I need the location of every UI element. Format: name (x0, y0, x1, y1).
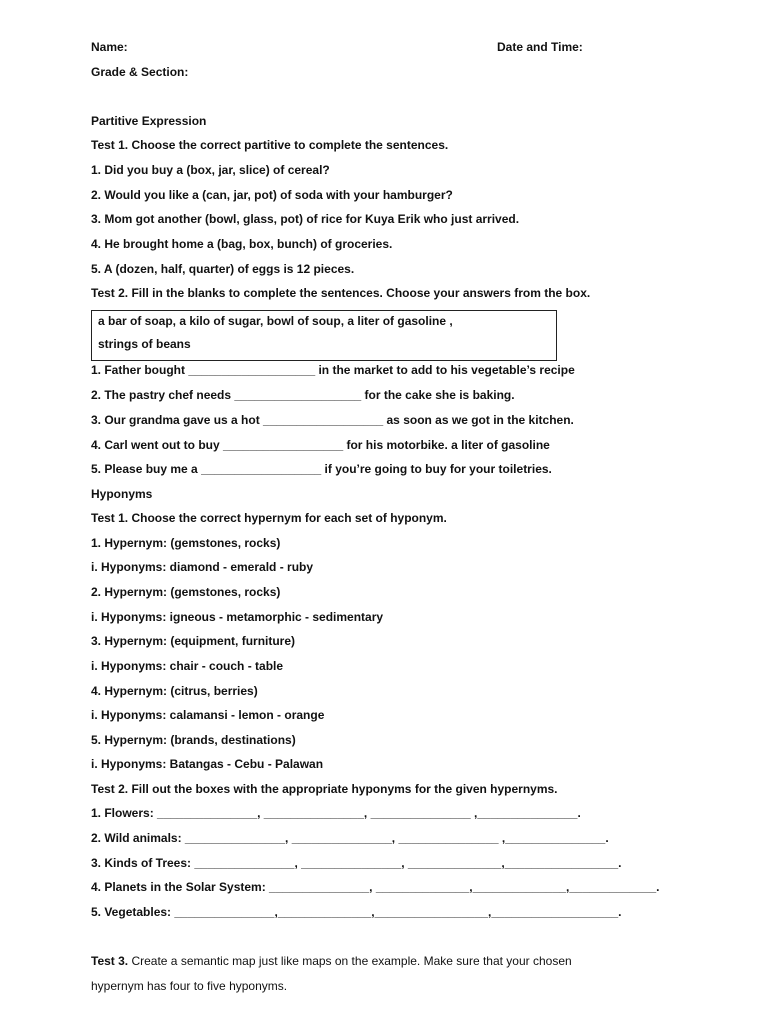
hyponyms-test2-item: 2. Wild animals: _______________, _______________, _______________ ,_______________. (91, 831, 609, 845)
hyponyms-section-title: Hyponyms (91, 487, 153, 501)
hyponyms-test1-item: 3. Hypernym: (equipment, furniture) (91, 634, 296, 648)
hyponyms-test1-instruction: Test 1. Choose the correct hypernym for each set of hyponym. (91, 511, 447, 525)
partitive-test1-item: 1. Did you buy a (box, jar, slice) of cereal? (91, 163, 330, 177)
partitive-test1-item: 4. He brought home a (bag, box, bunch) of groceries. (91, 237, 393, 251)
hyponyms-test1-item: i. Hyponyms: igneous - metamorphic - sedimentary (91, 610, 384, 624)
hyponyms-test3-instruction-continued: hypernym has four to five hyponyms. (91, 979, 288, 993)
hyponyms-test1-item: 2. Hypernym: (gemstones, rocks) (91, 585, 281, 599)
partitive-test2-instruction: Test 2. Fill in the blanks to complete the sentences. Choose your answers from the box. (91, 286, 591, 300)
hyponyms-test2-instruction: Test 2. Fill out the boxes with the appropriate hyponyms for the given hypernyms. (91, 782, 558, 796)
grade-section-label: Grade & Section: (91, 65, 189, 79)
partitive-test2-item: 3. Our grandma gave us a hot __________________ as soon as we got in the kitchen. (91, 413, 574, 427)
hyponyms-test1-item: i. Hyponyms: diamond - emerald - ruby (91, 560, 314, 574)
answer-choices-box (91, 310, 557, 361)
hyponyms-test1-item: i. Hyponyms: Batangas - Cebu - Palawan (91, 757, 324, 771)
partitive-test1-instruction: Test 1. Choose the correct partitive to complete the sentences. (91, 138, 449, 152)
answer-choices-line: a bar of soap, a kilo of sugar, bowl of soup, a liter of gasoline , (98, 314, 453, 328)
name-label: Name: (91, 40, 128, 54)
hyponyms-test2-item: 3. Kinds of Trees: _______________, _______________, ______________,_________________. (91, 856, 622, 870)
partitive-test1-item: 5. A (dozen, half, quarter) of eggs is 12 pieces. (91, 262, 355, 276)
hyponyms-test2-item: 5. Vegetables: _______________,______________,_________________,___________________. (91, 905, 622, 919)
hyponyms-test3-instruction (91, 954, 572, 968)
partitive-test1-item: 3. Mom got another (bowl, glass, pot) of rice for Kuya Erik who just arrived. (91, 212, 520, 226)
hyponyms-test3-label: Test 3. (91, 954, 129, 968)
partitive-test2-item: 5. Please buy me a __________________ if you’re going to buy for your toiletries. (91, 462, 552, 476)
hyponyms-test3-text: Create a semantic map just like maps on the example. Make sure that your chosen (128, 954, 572, 968)
partitive-test2-item: 1. Father bought ___________________ in the market to add to his vegetable’s recipe (91, 363, 575, 377)
hyponyms-test1-item: 5. Hypernym: (brands, destinations) (91, 733, 296, 747)
hyponyms-test1-item: 4. Hypernym: (citrus, berries) (91, 684, 258, 698)
hyponyms-test2-item: 1. Flowers: _______________, _______________, _______________ ,_______________. (91, 806, 581, 820)
partitive-test2-item: 4. Carl went out to buy __________________ for his motorbike. a liter of gasoline (91, 438, 550, 452)
hyponyms-test1-item: i. Hyponyms: chair - couch - table (91, 659, 284, 673)
partitive-test2-item: 2. The pastry chef needs ___________________ for the cake she is baking. (91, 388, 515, 402)
date-time-label: Date and Time: (497, 40, 583, 54)
hyponyms-test1-item: i. Hyponyms: calamansi - lemon - orange (91, 708, 325, 722)
partitive-test1-item: 2. Would you like a (can, jar, pot) of soda with your hamburger? (91, 188, 453, 202)
answer-choices-line: strings of beans (98, 337, 191, 351)
partitive-section-title: Partitive Expression (91, 114, 207, 128)
hyponyms-test2-item: 4. Planets in the Solar System: _______________, ______________,______________,_____________. (91, 880, 660, 894)
hyponyms-test1-item: 1. Hypernym: (gemstones, rocks) (91, 536, 281, 550)
